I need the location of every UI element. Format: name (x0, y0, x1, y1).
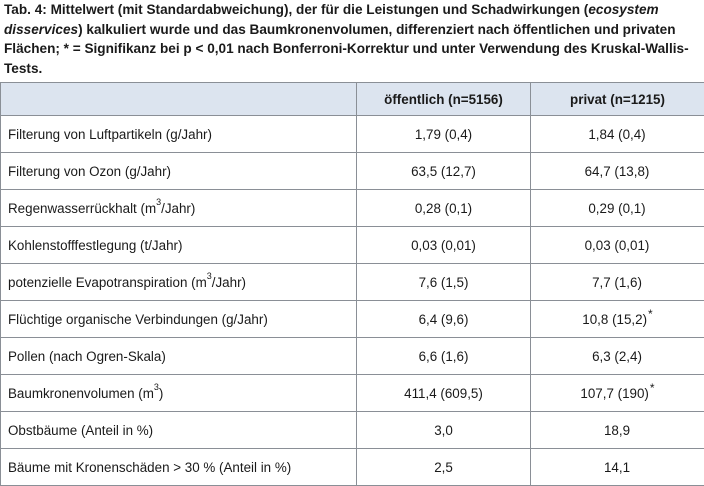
value-public: 6,6 (1,6) (357, 338, 531, 375)
row-label: Baumkronenvolumen $(m^3)$ (1, 375, 357, 412)
value-private: 18,9 (531, 412, 704, 449)
value-private: 64,7 (13,8) (531, 153, 704, 190)
row-label: Pollen (nach Ogren-Skala) (1, 338, 357, 375)
caption-italic-term: ecosystem disservices (4, 2, 659, 37)
value-public: 0,03 (0,01) (357, 227, 531, 264)
table-row (1, 264, 704, 301)
value-public: 3,0 (357, 412, 531, 449)
value-public: 0,28 (0,1) (357, 190, 531, 227)
value-public: 63,5 (12,7) (357, 153, 531, 190)
table-caption (4, 0, 702, 78)
header-private: privat (n=1215) (531, 83, 704, 116)
row-label: Bäume mit Kronenschäden > 30 % (Anteil in %) (1, 449, 357, 486)
row-label: Regenwasserrückhalt $(m^3/Jahr)$ (1, 190, 357, 227)
table-row (1, 227, 704, 264)
caption-text-1: Tab. 4: Mittelwert (mit Standardabweichung), der für die Leistungen und Schadwirkungen ( (4, 2, 588, 17)
value-private: 14,1 (531, 449, 704, 486)
value-public: 2,5 (357, 449, 531, 486)
value-private: 7,7 (1,6) (531, 264, 704, 301)
caption-text-2: ) kalkuliert wurde und das Baumkronenvolumen, differenziert nach öffentlichen und privaten Flächen; * = Signifikanz bei p < 0,01 nach Bonferroni-Korrektur und unter Verwendung des Kruskal-Wallis-Tests. (4, 22, 689, 76)
table-row (1, 375, 704, 412)
table-row (1, 412, 704, 449)
results-table (0, 82, 704, 486)
table-row (1, 301, 704, 338)
table-row (1, 449, 704, 486)
significance-marker: * (650, 381, 655, 395)
value-public: 1,79 (0,4) (357, 116, 531, 153)
significance-marker: * (648, 307, 653, 321)
header-label-column (1, 83, 357, 116)
value-public: 7,6 (1,5) (357, 264, 531, 301)
table-row (1, 338, 704, 375)
table-row (1, 190, 704, 227)
header-public: öffentlich (n=5156) (357, 83, 531, 116)
row-label: Obstbäume (Anteil in %) (1, 412, 357, 449)
table-row (1, 153, 704, 190)
value-public: 6,4 (9,6) (357, 301, 531, 338)
value-public: 411,4 (609,5) (357, 375, 531, 412)
row-label: Filterung von Ozon (g/Jahr) (1, 153, 357, 190)
row-label: Flüchtige organische Verbindungen (g/Jahr) (1, 301, 357, 338)
value-private: 0,03 (0,01) (531, 227, 704, 264)
row-label: potenzielle Evapotranspiration $(m^3/Jahr)$ (1, 264, 357, 301)
row-label: Kohlenstofffestlegung (t/Jahr) (1, 227, 357, 264)
value-private: 0,29 (0,1) (531, 190, 704, 227)
row-label: Filterung von Luftpartikeln (g/Jahr) (1, 116, 357, 153)
value-private: 6,3 (2,4) (531, 338, 704, 375)
header-row (1, 83, 704, 116)
value-private: 107,7 (190)* (531, 375, 704, 412)
value-private: 1,84 (0,4) (531, 116, 704, 153)
table-row (1, 116, 704, 153)
value-private: 10,8 (15,2)* (531, 301, 704, 338)
